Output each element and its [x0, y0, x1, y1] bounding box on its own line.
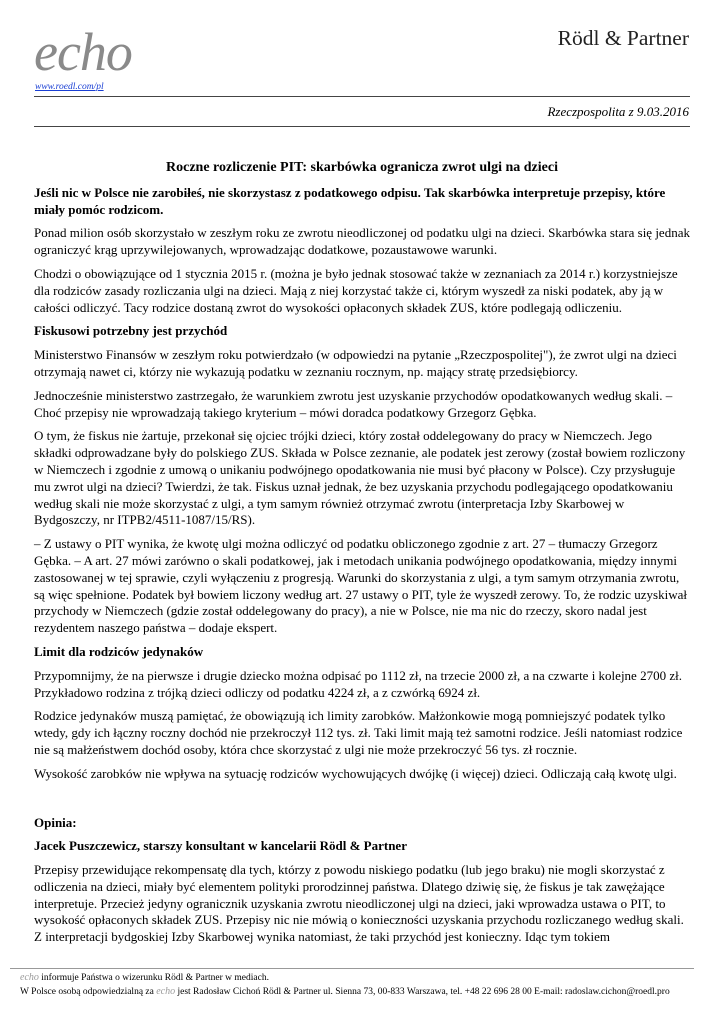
paragraph: Przepisy przewidujące rekompensatę dla tych, którzy z powodu niskiego podatku (lub jego braku) nie mogli skorzystać z odliczenia na dzieci, miały być elementem polityki prorodzinnej państwa. Dlatego dziwię się, że fiskus je tak zawężające interpretuje. Przecież jedyny ogranicznik uzyskania zwrotu nieodliczonej ulgi na dzieci, jaki wprowadza ustawa o PIT, to wysokość opłaconych składek ZUS. Przepisy nic nie mówią o konieczności uzyskania przychodu rozliczanego według skali. Z interpretacji bydgoskiej Izby Skarbowej wynika natomiast, że taki przychód jest konieczny. Idąc tym tokiem — [34, 862, 684, 945]
paragraph: Ministerstwo Finansów w zeszłym roku potwierdzało (w odpowiedzi na pytanie „Rzeczpospolitej"), że zwrot ulgi na dzieci otrzymają nawet ci, którzy nie wykazują podatku w zeznaniu rocznym, np. mający stratę przedsiębiorcy. — [34, 347, 677, 379]
echo-mini-logo: echo — [156, 986, 176, 997]
brand-name: Rödl & Partner — [557, 26, 689, 50]
paragraph: O tym, że fiskus nie żartuje, przekonał się ojciec trójki dzieci, który został oddelegowany do pracy w Niemczech. Jego składki odprowadzane były do polskiego ZUS. Składa w Polsce zeznanie, ale podatek jest zerowy (został bowiem rozliczony w Niemczech i zgodnie z umową o unikaniu podwójnego opodatkowania nie musi być płacony w Polsce). Czy przysługuje mu zwrot ulgi na dzieci? Twierdzi, że tak. Fiskus uznał jednak, że bez uzyskania przychodu podlegającego opodatkowaniu według skali nie może skorzystać z ulgi, a tym samym również otrzymać zwrotu (interpretacja Izby Skarbowej w Bydgoszczy, nr ITPB2/4511-1087/15/RS). — [34, 428, 686, 528]
footer-line-1: echo informuje Państwa o wizerunku Rödl & Partner w mediach. — [20, 972, 269, 983]
article-lead: Jeśli nic w Polsce nie zarobiłeś, nie skorzystasz z podatkowego odpisu. Tak skarbówka interpretuje przepisy, które miały pomóc rodzicom. — [34, 184, 666, 217]
paragraph: Wysokość zarobków nie wpływa na sytuację rodziców wychowujących dwójkę (i więcej) dzieci. Odliczają całą kwotę ulgi. — [34, 765, 677, 781]
paragraph: Rodzice jedynaków muszą pamiętać, że obowiązują ich limity zarobków. Małżonkowie mogą pomniejszyć podatek tylko wtedy, gdy ich łączny roczny dochód nie przekroczył 112 tys. zł. Taki limit mają też samotni rodzice. Jeśli natomiast rodzice nie są małżeństwem dochód osoby, która chce skorzystać z ulgi nie może przekroczyć 56 tys. zł rocznie. — [34, 708, 683, 757]
article-body — [34, 160, 690, 953]
opinion-label: Opinia: — [34, 814, 77, 830]
section-heading: Fiskusowi potrzebny jest przychód — [34, 323, 228, 339]
article-title: Roczne rozliczenie PIT: skarbówka ogranicza zwrot ulgi na dzieci — [166, 160, 558, 175]
footer-divider — [10, 968, 694, 969]
echo-mini-logo: echo — [20, 972, 39, 983]
paragraph: Chodzi o obowiązujące od 1 stycznia 2015 r. (można je było jednak stosować także w zeznaniach za 2014 r.) korzystniejsze dla rodziców zasady rozliczania ulgi na dzieci. Mają z niej korzystać także ci, którym wyszedł za niski podatek, aby ją w całości odliczyć. Tacy rodzice dostaną zwrot do wysokości opłaconych składek ZUS, które podlegają odliczeniu. — [34, 265, 678, 315]
paragraph: Jednocześnie ministerstwo zastrzegało, że warunkiem zwrotu jest uzyskanie przychodów opodatkowanych według skali. – Choć przepisy nie wprowadzają takiego kryterium – mówi doradca podatkowy Grzegorz Gębka. — [34, 387, 673, 420]
opinion-author: Jacek Puszczewicz, starszy konsultant w kancelarii Rödl & Partner — [34, 838, 407, 854]
roedl-url-link[interactable]: www.roedl.com/pl — [35, 82, 104, 92]
paragraph: Ponad milion osób skorzystało w zeszłym roku ze zwrotu nieodliczonej od podatku ulgi na dzieci. Skarbówka stara się jednak ograniczyć krąg uprzywilejowanych, wprowadzając dodatkowe, pozaustawowe warunki. — [34, 225, 690, 258]
header-divider — [34, 96, 690, 97]
source-publication: Rzeczpospolita z 9.03.2016 — [547, 104, 689, 119]
footer-line-2: W Polsce osobą odpowiedzialną za echo jest Radosław Cichoń Rödl & Partner ul. Sienna 73, 00-833 Warszawa, tel. +48 22 696 28 00 E-mail: radoslaw.cichon@roedl.pro — [20, 986, 670, 997]
echo-logo: echo — [34, 22, 132, 82]
paragraph: Przypomnijmy, że na pierwsze i drugie dziecko można odpisać po 1112 zł, na trzecie 2000 zł, a na czwarte i kolejne 2700 zł. Przykładowo rodzina z trójką dzieci odliczy od podatku 4224 zł, a z czwórką 6924 zł. — [34, 667, 682, 700]
paragraph: – Z ustawy o PIT wynika, że kwotę ulgi można odliczyć od podatku obliczonego zgodnie z art. 27 – tłumaczy Grzegorz Gębka. – A art. 27 mówi zarówno o skali podatkowej, jak i metodach unikania podwójnego opodatkowania, między innymi zastosowanej w tej sprawie, czyli wyłączeniu z progresją. Warunki do skorzystania z ulgi, a tym samym otrzymania zwrotu, są więc spełnione. Podatek był bowiem liczony według art. 27 ustawy o PIT, tyle że wyszedł zerowy. To, że rodzic uzyskiwał przychody w Niemczech (gdzie został oddelegowany do pracy), a nie w Polsce, nie ma nic do rzeczy, skoro nadal jest rezydentem naszego państwa – dodaje ekspert. — [34, 536, 688, 636]
source-divider — [34, 126, 690, 127]
section-heading: Limit dla rodziców jedynaków — [34, 643, 204, 659]
